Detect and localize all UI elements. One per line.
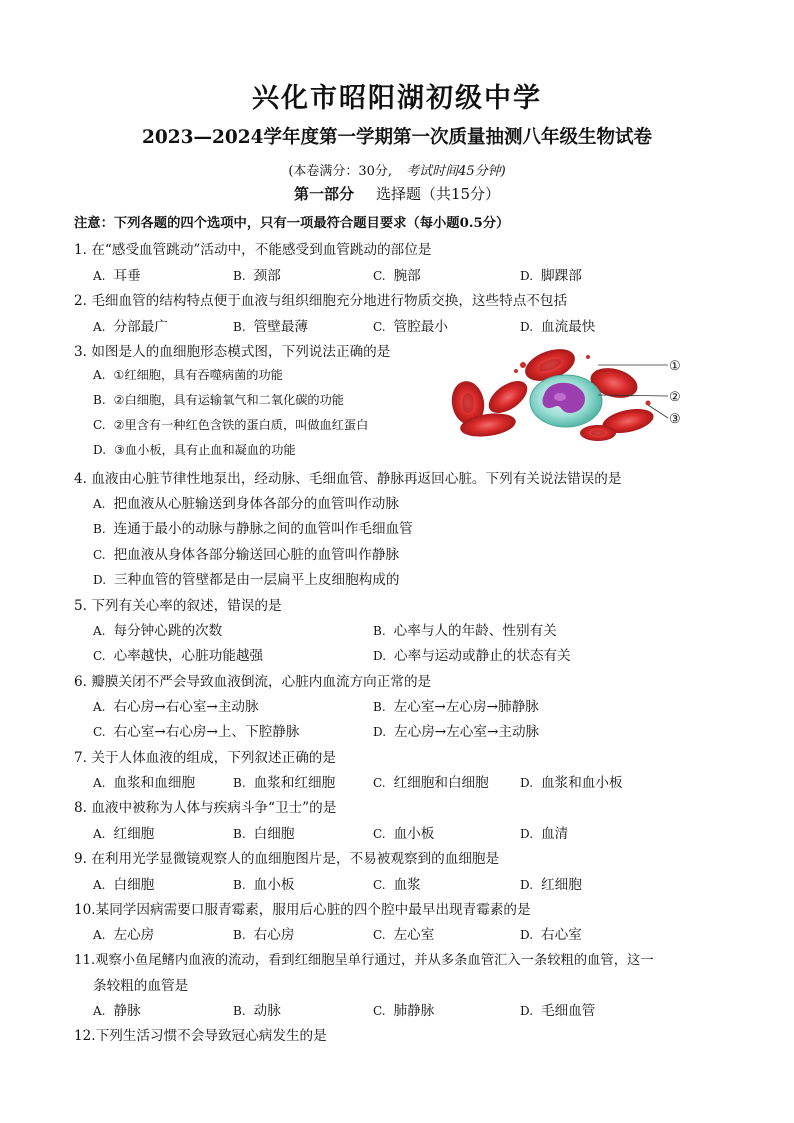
section-title: 第一部分 [293, 185, 354, 203]
platelet [514, 369, 518, 373]
q10-option-c: C. 左心室 [373, 927, 435, 943]
nucleus-highlight [554, 393, 566, 401]
q6-option-b: B. 左心室→左心房→肺静脉 [373, 699, 539, 715]
q7-option-c: C. 红细胞和白细胞 [373, 775, 489, 791]
q6-option-c: C. 右心室→右心房→上、下腔静脉 [93, 724, 300, 740]
q8-option-b: B. 白细胞 [233, 826, 295, 842]
q11-option-d: D. 毛细血管 [520, 1003, 596, 1019]
q5-option-b: B. 心率与人的年龄、性别有关 [373, 623, 557, 639]
q7-option-d: D. 血浆和血小板 [520, 775, 623, 791]
q7-option-a: A. 血浆和血细胞 [93, 775, 196, 791]
q2-option-d: D. 血流最快 [520, 319, 596, 335]
section-heading [0, 183, 794, 204]
question-4-stem: 4. 血液由心脏节律性地泵出，经动脉、毛细血管、静脉再返回心脏。下列有关说法错误的是 [74, 471, 622, 487]
blood-cell-figure [448, 343, 688, 443]
white-blood-cell [530, 375, 602, 427]
q3-option-a: A. ①红细胞，具有吞噬病菌的功能 [93, 368, 283, 382]
q6-option-a: A. 右心房→右心室→主动脉 [93, 699, 259, 715]
question-10-stem: 10.某同学因病需要口服青霉素，服用后心脏的四个腔中最早出现青霉素的是 [74, 902, 531, 918]
q9-option-c: C. 血浆 [373, 877, 421, 893]
q1-option-c: C. 腕部 [373, 268, 421, 284]
red-blood-cell-center [462, 393, 474, 413]
question-9-stem: 9. 在利用光学显微镜观察人的血细胞图片是，不易被观察到的血细胞是 [74, 851, 500, 867]
school-name: 兴化市昭阳湖初级中学 [252, 83, 542, 114]
q9-option-d: D. 红细胞 [520, 877, 582, 893]
question-12-stem: 12.下列生活习惯不会导致冠心病发生的是 [74, 1028, 327, 1044]
q5-option-c: C. 心率越快，心脏功能越强 [93, 648, 264, 664]
q3-option-d: D. ③血小板，具有止血和凝血的功能 [93, 443, 296, 457]
q2-option-a: A. 分部最广 [93, 319, 168, 335]
q4-option-a: A. 把血液从心脏输送到身体各部分的血管叫作动脉 [93, 496, 399, 512]
q10-option-d: D. 右心室 [520, 927, 582, 943]
platelet [646, 401, 651, 406]
q1-option-b: B. 颈部 [233, 268, 281, 284]
label-1: ① [669, 359, 681, 374]
notice: 注意：下列各题的四个选项中，只有一项最符合题目要求（每小题0.5分） [74, 216, 510, 231]
label-2: ② [669, 390, 681, 405]
full-score: (本卷满分：30分, [288, 164, 393, 179]
question-5-stem: 5. 下列有关心率的叙述，错误的是 [74, 598, 282, 614]
q7-option-b: B. 血浆和红细胞 [233, 775, 336, 791]
red-blood-cell-center [591, 430, 605, 436]
q3-option-c: C. ②里含有一种红色含铁的蛋白质，叫做血红蛋白 [93, 418, 369, 432]
q11-option-b: B. 动脉 [233, 1003, 281, 1019]
question-3-stem: 3. 如图是人的血细胞形态模式图，下列说法正确的是 [74, 344, 391, 360]
q2-option-b: B. 管壁最薄 [233, 319, 309, 335]
question-11-stem-cont: 条较粗的血管是 [93, 978, 189, 994]
q9-option-a: A. 白细胞 [93, 877, 155, 893]
q2-option-c: C. 管腔最小 [373, 319, 448, 335]
question-1-stem: 1. 在“感受血管跳动”活动中，不能感受到血管跳动的部位是 [74, 242, 432, 258]
q4-option-b: B. 连通于最小的动脉与静脉之间的血管叫作毛细血管 [93, 521, 413, 537]
section-subtitle: 选择题（共15分） [375, 185, 501, 203]
question-7-stem: 7. 关于人体血液的组成，下列叙述正确的是 [74, 750, 336, 766]
q3-option-b: B. ②白细胞，具有运输氧气和二氧化碳的功能 [93, 393, 344, 407]
exam-meta [0, 160, 794, 179]
q8-option-c: C. 血小板 [373, 826, 435, 842]
red-blood-cell [483, 375, 533, 420]
q8-option-d: D. 血清 [520, 826, 569, 842]
question-2-stem: 2. 毛细血管的结构特点便于血液与组织细胞充分地进行物质交换，这些特点不包括 [74, 293, 568, 309]
q10-option-a: A. 左心房 [93, 927, 155, 943]
exam-title: 2023—2024学年度第一学期第一次质量抽测八年级生物试卷 [142, 127, 652, 148]
question-6-stem: 6. 瓣膜关闭不严会导致血液倒流，心脏内血流方向正常的是 [74, 674, 432, 690]
q5-option-a: A. 每分钟心跳的次数 [93, 623, 223, 639]
q4-option-d: D. 三种血管的管壁都是由一层扁平上皮细胞构成的 [93, 572, 400, 588]
q11-option-c: C. 肺静脉 [373, 1003, 435, 1019]
q9-option-b: B. 血小板 [233, 877, 295, 893]
platelet [520, 362, 526, 368]
q1-option-a: A. 耳垂 [93, 268, 141, 284]
exam-time: 考试时间45分钟) [406, 164, 506, 179]
q1-option-d: D. 脚踝部 [520, 268, 582, 284]
q8-option-a: A. 红细胞 [93, 826, 155, 842]
q11-option-a: A. 静脉 [93, 1003, 141, 1019]
q10-option-b: B. 右心房 [233, 927, 295, 943]
platelet [586, 355, 590, 359]
q4-option-c: C. 把血液从身体各部分输送回心脏的血管叫作静脉 [93, 547, 400, 563]
label-3: ③ [669, 412, 681, 427]
question-11-stem: 11.观察小鱼尾鳍内血液的流动，看到红细胞呈单行通过，并从多条血管汇入一条较粗的血管，这一 [74, 953, 654, 968]
q6-option-d: D. 左心房→左心室→主动脉 [373, 724, 540, 740]
q5-option-d: D. 心率与运动或静止的状态有关 [373, 648, 571, 664]
question-8-stem: 8. 血液中被称为人体与疾病斗争“卫士”的是 [74, 800, 337, 816]
